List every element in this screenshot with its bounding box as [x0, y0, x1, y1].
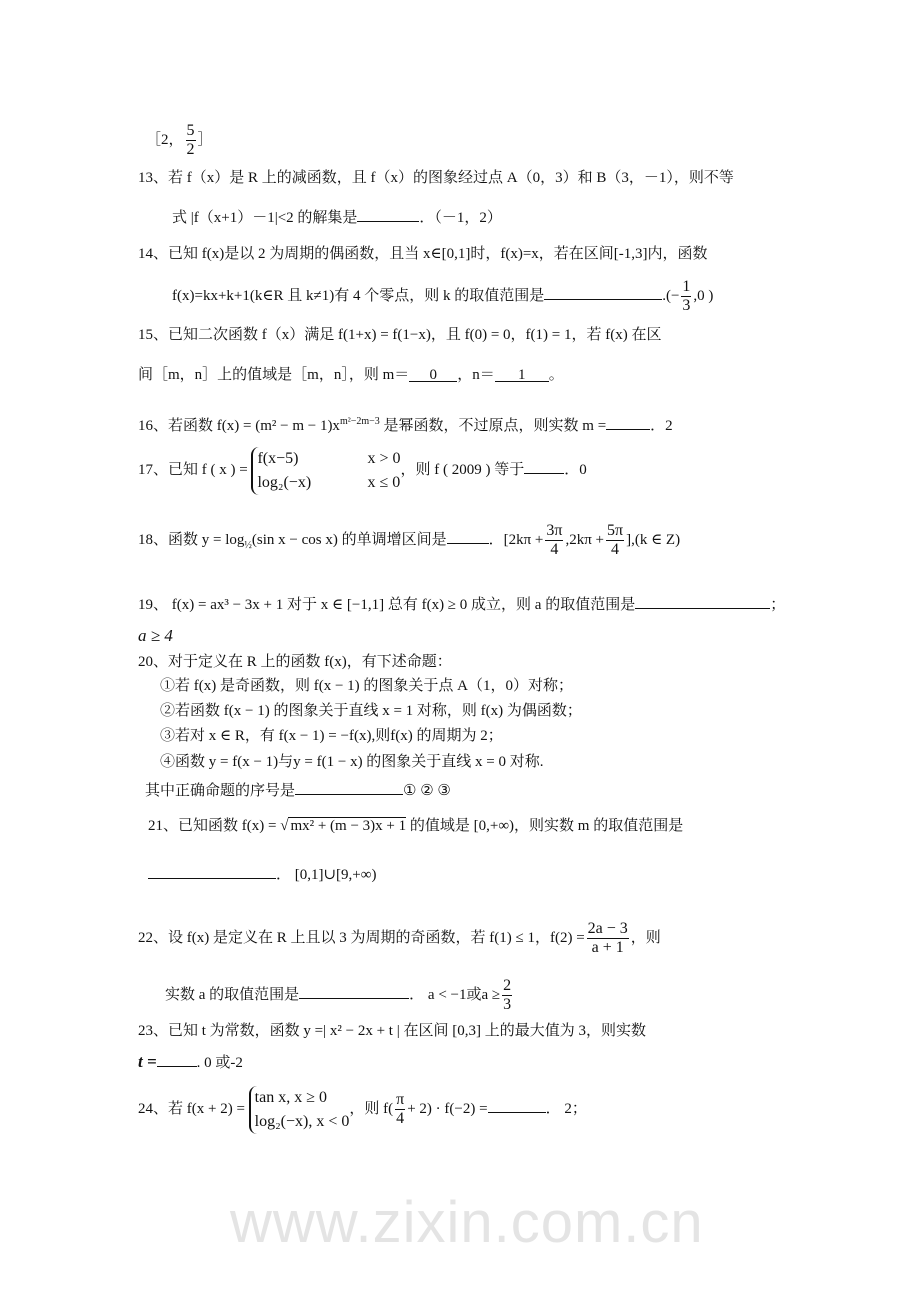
- denominator: 4: [396, 1110, 405, 1128]
- text: ，则: [630, 930, 661, 946]
- case-cond: x ≤ 0: [367, 473, 401, 491]
- text: 18、函数 y = log: [138, 532, 245, 548]
- numerator: π: [396, 1091, 405, 1109]
- text: ，n＝: [457, 367, 495, 383]
- text: ，则 f ( 2009 ) 等于: [400, 462, 525, 478]
- answer-text: ,2kπ +: [565, 532, 604, 548]
- piecewise-function: [251, 447, 400, 495]
- answer-blank[interactable]: [524, 457, 564, 474]
- fraction: [587, 920, 629, 957]
- answer-blank[interactable]: [295, 778, 403, 795]
- q15-line1: 15、已知二次函数 f（x）满足 f(1+x) = f(1−x)，且 f(0) = 0，f(1) = 1，若 f(x) 在区: [138, 327, 662, 343]
- q20-item: ②若函数 f(x − 1) 的图象关于直线 x = 1 对称，则 f(x) 为偶函数；: [160, 703, 582, 719]
- text: 的值域是 [0,+∞)，则实数 m 的取值范围是: [406, 818, 684, 834]
- radicand: mx² + (m − 3)x + 1: [290, 818, 407, 834]
- q22-line2: [165, 975, 514, 1015]
- denominator: 2: [186, 141, 195, 158]
- q18-line: [138, 520, 680, 566]
- answer-blank[interactable]: [488, 1096, 546, 1113]
- numerator: 1: [682, 278, 691, 295]
- case-cond: x > 0: [367, 449, 401, 467]
- answer-blank[interactable]: [299, 982, 409, 999]
- text: 其中正确命题的序号是: [145, 783, 296, 799]
- text: 间［m，n］上的值域是［m，n］，则 m＝: [138, 367, 410, 383]
- answer-blank[interactable]: [357, 205, 419, 222]
- text: (sin x − cos x) 的单调增区间是: [251, 532, 447, 548]
- answer-text: ．2: [650, 418, 673, 434]
- text: 22、设 f(x) 是定义在 R 上且以 3 为周期的奇函数，若 f(1) ≤ 1，f(2) =: [138, 930, 585, 946]
- q21-line2: [148, 862, 376, 885]
- q19-answer: a ≥ 4: [138, 626, 173, 645]
- q13-line1: 13、若 f（x）是 R 上的减函数，且 f（x）的图象经过点 A（0，3）和 B（3，－1），则不等: [138, 170, 734, 186]
- q21-line1: [148, 816, 683, 836]
- text: 21、已知函数 f(x) =: [148, 818, 281, 834]
- denominator: 4: [550, 541, 559, 559]
- q14-line1: 14、已知 f(x)是以 2 为周期的偶函数，且当 x∈[0,1]时，f(x)=x，若在区间[-1,3]内，函数: [138, 246, 708, 262]
- text: 。: [548, 367, 564, 383]
- case: log₂(−x), x < 0: [254, 1112, 350, 1130]
- answer-text: ． [0,1]∪[9,+∞): [276, 867, 377, 883]
- answer-m[interactable]: 0: [409, 365, 457, 382]
- answer-blank[interactable]: [148, 862, 276, 879]
- q20-item: ④函数 y = f(x − 1)与y = f(1 − x) 的图象关于直线 x = 0 对称.: [160, 754, 544, 770]
- q14-line2: [172, 278, 713, 315]
- q17-line: [138, 446, 587, 495]
- text: ］: [197, 131, 213, 148]
- denominator: 3: [503, 996, 512, 1014]
- sqrt-icon: √: [280, 818, 289, 834]
- fraction: [395, 1091, 405, 1128]
- answer-blank[interactable]: [635, 592, 770, 609]
- numerator: 2a − 3: [587, 920, 628, 938]
- answer-text: ． 2；: [545, 1101, 587, 1117]
- numerator: 2: [503, 977, 512, 995]
- fraction: [606, 522, 624, 559]
- answer-text: ．0: [564, 462, 587, 478]
- q15-line2: [138, 365, 564, 385]
- answer-text: ① ② ③: [403, 783, 451, 799]
- text: 19、 f(x) = ax³ − 3x + 1 对于 x ∈ [−1,1] 总有 f(x) ≥ 0 成立，则 a 的取值范围是: [138, 597, 636, 613]
- q23-line1: 23、已知 t 为常数，函数 y =| x² − 2x + t | 在区间 [0,3] 上的最大值为 3，则实数: [138, 1023, 646, 1039]
- q20-item: ③若对 x ∈ R，有 f(x − 1) = −f(x),则f(x) 的周期为 2；: [160, 728, 503, 744]
- answer-text: ．[2kπ +: [488, 532, 544, 548]
- text: t =: [138, 1052, 157, 1071]
- numerator: 3π: [546, 522, 563, 540]
- piecewise-function: [249, 1086, 350, 1134]
- numerator: 5π: [607, 522, 624, 540]
- text: f(x)=kx+k+1(k∈R 且 k≠1)有 4 个零点，则 k 的取值范围是: [172, 287, 545, 304]
- text: 实数 a 的取值范围是: [165, 987, 300, 1003]
- q24-line: [138, 1084, 587, 1134]
- answer-text: ],(k ∈ Z): [626, 532, 681, 548]
- log-base: ½: [244, 540, 252, 551]
- text: 16、若函数 f(x) = (m² − m − 1)x: [138, 418, 340, 434]
- text: 24、若 f(x + 2) =: [138, 1101, 245, 1117]
- q20-conclusion: [145, 778, 451, 801]
- answer-blank[interactable]: [157, 1050, 197, 1067]
- fraction: [502, 977, 512, 1014]
- text: ［2，: [146, 131, 184, 148]
- text: 是幂函数，不过原点，则实数 m =: [379, 418, 607, 434]
- text: ，则 f(: [349, 1101, 394, 1117]
- answer-text: . 0 或-2: [196, 1055, 243, 1071]
- text: 17、已知 f ( x ) =: [138, 462, 248, 478]
- answer-text: .(−: [662, 287, 680, 304]
- numerator: 5: [186, 122, 195, 139]
- fraction: [681, 278, 691, 315]
- denominator: 4: [611, 541, 620, 559]
- denominator: 3: [682, 297, 691, 314]
- q19-line: [138, 592, 785, 615]
- answer-blank[interactable]: [544, 283, 662, 300]
- answer-text: ． a < −1或a ≥: [409, 987, 501, 1003]
- denominator: a + 1: [591, 939, 624, 957]
- watermark: www.zixin.com.cn: [230, 1190, 704, 1255]
- answer-blank[interactable]: [606, 413, 650, 430]
- text: 式 |f（x+1）－1|<2 的解集是: [172, 210, 358, 226]
- q16-line: [138, 412, 673, 436]
- case-expr: f(x−5): [257, 449, 299, 467]
- answer-n[interactable]: 1: [495, 365, 549, 382]
- case-expr: log₂(−x): [257, 473, 312, 491]
- q20-stem: 20、对于定义在 R 上的函数 f(x)，有下述命题：: [138, 654, 452, 670]
- exponent: m²−2m−3: [339, 416, 380, 427]
- answer-text: ．（－1，2）: [419, 210, 502, 226]
- answer-text: ,0 ): [693, 287, 714, 304]
- answer-blank[interactable]: [447, 527, 489, 544]
- q23-line2: [138, 1050, 243, 1073]
- text: ；: [770, 597, 786, 613]
- q22-line1: [138, 918, 661, 958]
- fraction: [186, 122, 196, 159]
- case: tan x, x ≥ 0: [254, 1088, 327, 1106]
- text: + 2) · f(−2) =: [407, 1101, 488, 1117]
- q12-answer: [146, 122, 213, 159]
- q20-item: ①若 f(x) 是奇函数，则 f(x − 1) 的图象关于点 A（1，0）对称；: [160, 678, 574, 694]
- fraction: [545, 522, 563, 559]
- q13-line2: [172, 205, 502, 228]
